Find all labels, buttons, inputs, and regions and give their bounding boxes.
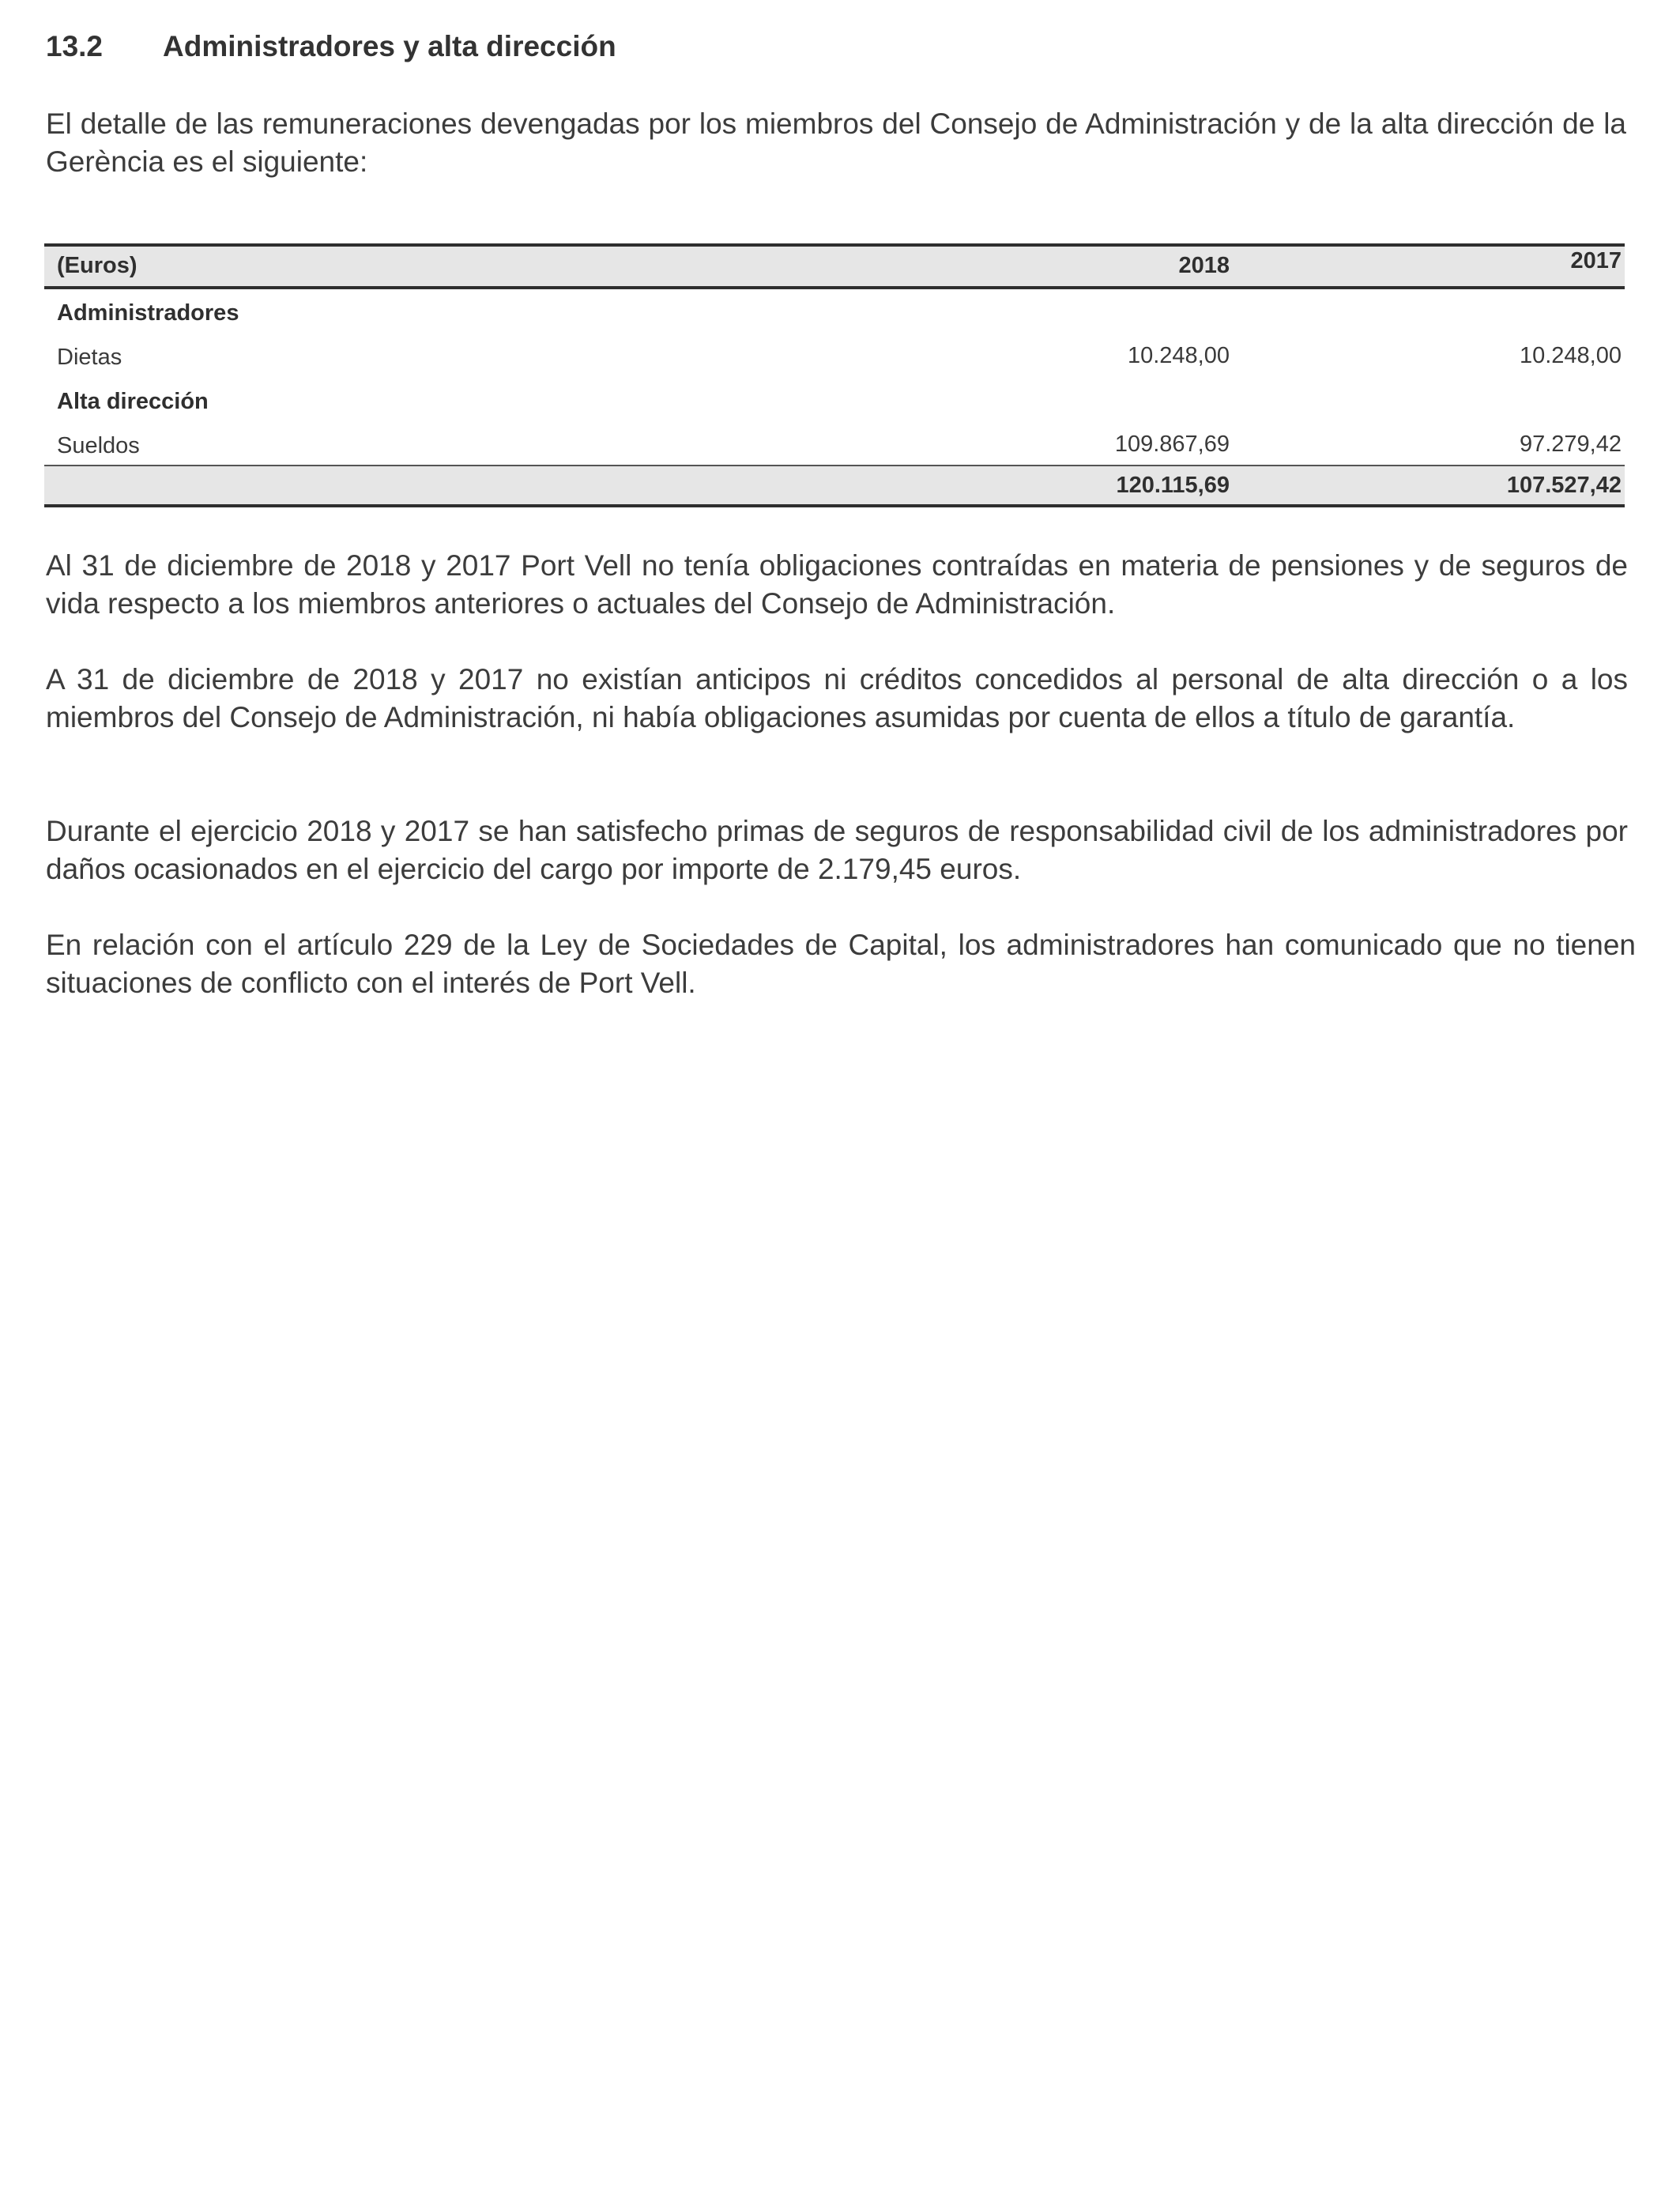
table-header-units: (Euros) (57, 253, 137, 278)
table-header-rule (44, 286, 1625, 289)
table-row-value-2017: 97.279,42 (1519, 432, 1622, 457)
table-row-label: Dietas (57, 345, 122, 370)
section-heading (46, 30, 616, 63)
table-header-band (44, 247, 1625, 286)
insurance-premiums-paragraph: Durante el ejercicio 2018 y 2017 se han satisfecho primas de seguros de responsabilidad civil de los administradores por daños ocasionados en el ejercicio del cargo por importe de 2.179,45 euros. (46, 815, 1628, 885)
table-total-2017: 107.527,42 (1506, 473, 1622, 498)
table-row-value-2017: 10.248,00 (1519, 343, 1622, 368)
table-header-2018: 2018 (1178, 253, 1230, 278)
pensions-paragraph: Al 31 de diciembre de 2018 y 2017 Port Vell no tenía obligaciones contraídas en materia de pensiones y de seguros de vida respecto a los miembros anteriores o actuales del Consejo de Administración. (46, 549, 1628, 620)
conflict-of-interest-paragraph: En relación con el artículo 229 de la Ley de Sociedades de Capital, los administradores han comunicado que no tienen situaciones de conflicto con el interés de Port Vell. (46, 929, 1636, 999)
advances-paragraph: A 31 de diciembre de 2018 y 2017 no existían anticipos ni créditos concedidos al personal de alta dirección o a los miembros del Consejo de Administración, ni había obligaciones asumidas por cuenta de ellos a título de garantía. (46, 663, 1628, 733)
table-top-rule (44, 243, 1625, 247)
section-number: 13.2 (46, 30, 104, 62)
table-row-value-2018: 109.867,69 (1114, 432, 1230, 457)
remuneration-table (44, 243, 1625, 511)
table-bottom-rule (44, 504, 1625, 507)
table-total-band (44, 466, 1625, 504)
table-group-title: Administradores (57, 300, 239, 326)
table-group-title: Alta dirección (57, 389, 209, 414)
intro-paragraph: El detalle de las remuneraciones devengadas por los miembros del Consejo de Administración y de la alta dirección de la Gerència es el siguiente: (46, 107, 1626, 178)
table-total-top-rule (44, 465, 1625, 466)
table-row-value-2018: 10.248,00 (1127, 343, 1230, 368)
section-title: Administradores y alta dirección (163, 30, 616, 62)
table-total-2018: 120.115,69 (1116, 473, 1230, 498)
table-row-label: Sueldos (57, 433, 140, 458)
table-header-2017: 2017 (1570, 248, 1622, 273)
